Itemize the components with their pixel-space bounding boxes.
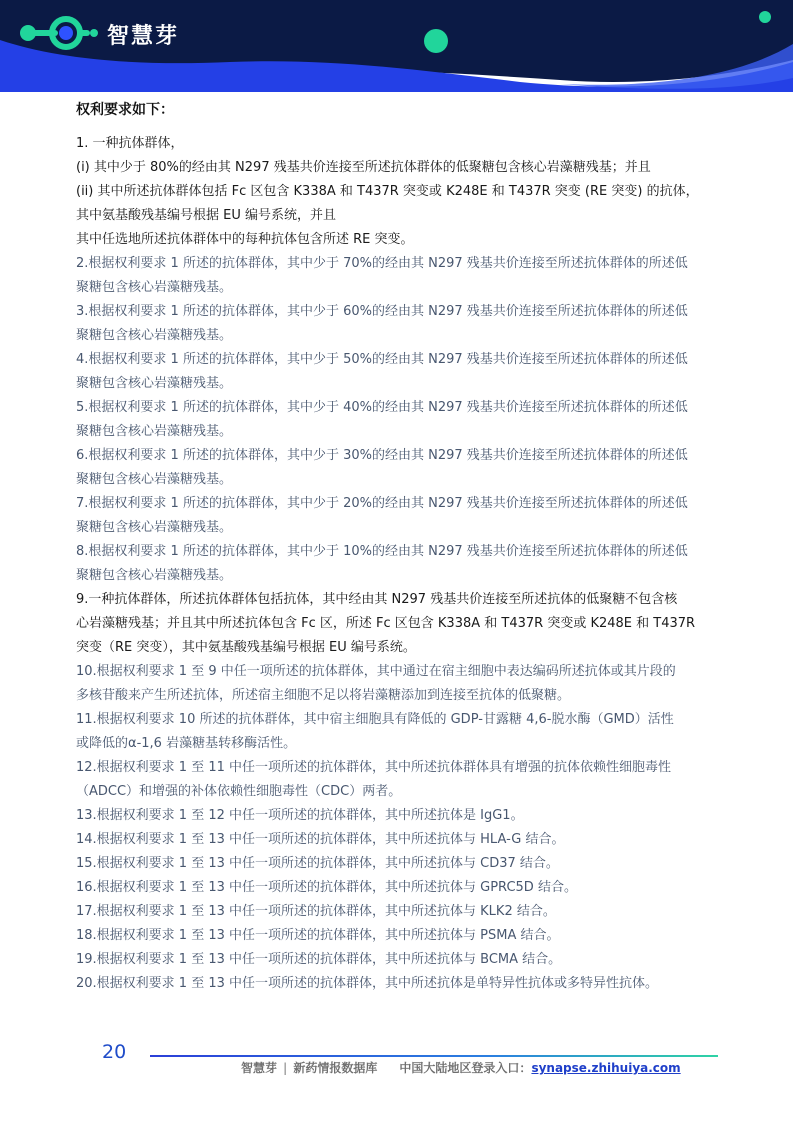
claim-line: 5.根据权利要求 1 所述的抗体群体，其中少于 40%的经由其 N297 残基共价连接至所述抗体群体的所述低 [76, 400, 688, 415]
claim-line: 3.根据权利要求 1 所述的抗体群体，其中少于 60%的经由其 N297 残基共价连接至所述抗体群体的所述低 [76, 304, 688, 319]
accent-dot [424, 29, 448, 53]
claim-line: 14.根据权利要求 1 至 13 中任一项所述的抗体群体，其中所述抗体与 HLA-G 结合。 [76, 832, 565, 847]
claim-line: 聚糖包含核心岩藻糖残基。 [76, 472, 233, 487]
claim-line: 10.根据权利要求 1 至 9 中任一项所述的抗体群体，其中通过在宿主细胞中表达编码所述抗体或其片段的 [76, 664, 676, 679]
claim-line: 19.根据权利要求 1 至 13 中任一项所述的抗体群体，其中所述抗体与 BCMA 结合。 [76, 952, 562, 967]
claim-line: 6.根据权利要求 1 所述的抗体群体，其中少于 30%的经由其 N297 残基共价连接至所述抗体群体的所述低 [76, 448, 688, 463]
synapse-link[interactable]: synapse.zhihuiya.com [531, 1061, 681, 1075]
claim-line: 其中氨基酸残基编号根据 EU 编号系统，并且 [76, 208, 336, 223]
claim-line: (ii) 其中所述抗体群体包括 Fc 区包含 K338A 和 T437R 突变或 K248E 和 T437R 突变 (RE 突变) 的抗体， [76, 184, 699, 199]
footer-divider [150, 1055, 718, 1057]
claim-line: 聚糖包含核心岩藻糖残基。 [76, 568, 233, 583]
claim-line: 1. 一种抗体群体， [76, 136, 184, 151]
claim-line: 9.一种抗体群体，所述抗体群体包括抗体，其中经由其 N297 残基共价连接至所述抗体的低聚糖不包含核 [76, 592, 678, 607]
footer-separator: | [283, 1061, 288, 1075]
page-header [0, 0, 793, 92]
footer-product: 新药情报数据库 [293, 1061, 378, 1075]
document-body [76, 98, 726, 996]
claim-line: 突变（RE 突变），其中氨基酸残基编号根据 EU 编号系统。 [76, 640, 416, 655]
claim-line: 4.根据权利要求 1 所述的抗体群体，其中少于 50%的经由其 N297 残基共价连接至所述抗体群体的所述低 [76, 352, 688, 367]
footer-entry-label: 中国大陆地区登录入口： [399, 1061, 532, 1075]
page-number: 20 [102, 1041, 127, 1063]
claim-line: 聚糖包含核心岩藻糖残基。 [76, 280, 233, 295]
claim-line: 聚糖包含核心岩藻糖残基。 [76, 520, 233, 535]
accent-dot-small [759, 11, 771, 23]
claim-line: 多核苷酸来产生所述抗体，所述宿主细胞不足以将岩藻糖添加到连接至抗体的低聚糖。 [76, 688, 571, 703]
claim-line: 聚糖包含核心岩藻糖残基。 [76, 328, 233, 343]
claim-line: 17.根据权利要求 1 至 13 中任一项所述的抗体群体，其中所述抗体与 KLK2 结合。 [76, 904, 556, 919]
claim-line: (i) 其中少于 80%的经由其 N297 残基共价连接至所述抗体群体的低聚糖包含核心岩藻糖残基；并且 [76, 160, 651, 175]
claims-heading: 权利要求如下： [76, 102, 174, 118]
claim-line: （ADCC）和增强的补体依赖性细胞毒性（CDC）两者。 [76, 784, 402, 799]
footer-info [241, 1059, 681, 1076]
claim-line: 或降低的α-1,6 岩藻糖基转移酶活性。 [76, 736, 297, 751]
claim-line: 其中任选地所述抗体群体中的每种抗体包含所述 RE 突变。 [76, 232, 414, 247]
claim-line: 20.根据权利要求 1 至 13 中任一项所述的抗体群体，其中所述抗体是单特异性抗体或多特异性抗体。 [76, 976, 659, 991]
brand-name: 智慧芽 [107, 24, 180, 49]
claim-line: 16.根据权利要求 1 至 13 中任一项所述的抗体群体，其中所述抗体与 GPRC5D 结合。 [76, 880, 577, 895]
claims-list [76, 132, 726, 996]
claim-line: 18.根据权利要求 1 至 13 中任一项所述的抗体群体，其中所述抗体与 PSMA 结合。 [76, 928, 560, 943]
claim-line: 2.根据权利要求 1 所述的抗体群体，其中少于 70%的经由其 N297 残基共价连接至所述抗体群体的所述低 [76, 256, 688, 271]
claim-line: 12.根据权利要求 1 至 11 中任一项所述的抗体群体，其中所述抗体群体具有增强的抗体依赖性细胞毒性 [76, 760, 672, 775]
claim-line: 7.根据权利要求 1 所述的抗体群体，其中少于 20%的经由其 N297 残基共价连接至所述抗体群体的所述低 [76, 496, 688, 511]
claim-line: 心岩藻糖残基；并且其中所述抗体包含 Fc 区，所述 Fc 区包含 K338A 和 T437R 突变或 K248E 和 T437R [76, 616, 696, 631]
claim-line: 13.根据权利要求 1 至 12 中任一项所述的抗体群体，其中所述抗体是 IgG1。 [76, 808, 524, 823]
claim-line: 15.根据权利要求 1 至 13 中任一项所述的抗体群体，其中所述抗体与 CD37 结合。 [76, 856, 559, 871]
claim-line: 8.根据权利要求 1 所述的抗体群体，其中少于 10%的经由其 N297 残基共价连接至所述抗体群体的所述低 [76, 544, 688, 559]
footer-brand: 智慧芽 [241, 1061, 278, 1075]
claim-line: 聚糖包含核心岩藻糖残基。 [76, 376, 233, 391]
claim-line: 11.根据权利要求 10 所述的抗体群体，其中宿主细胞具有降低的 GDP-甘露糖 4,6-脱水酶（GMD）活性 [76, 712, 674, 727]
claim-line: 聚糖包含核心岩藻糖残基。 [76, 424, 233, 439]
